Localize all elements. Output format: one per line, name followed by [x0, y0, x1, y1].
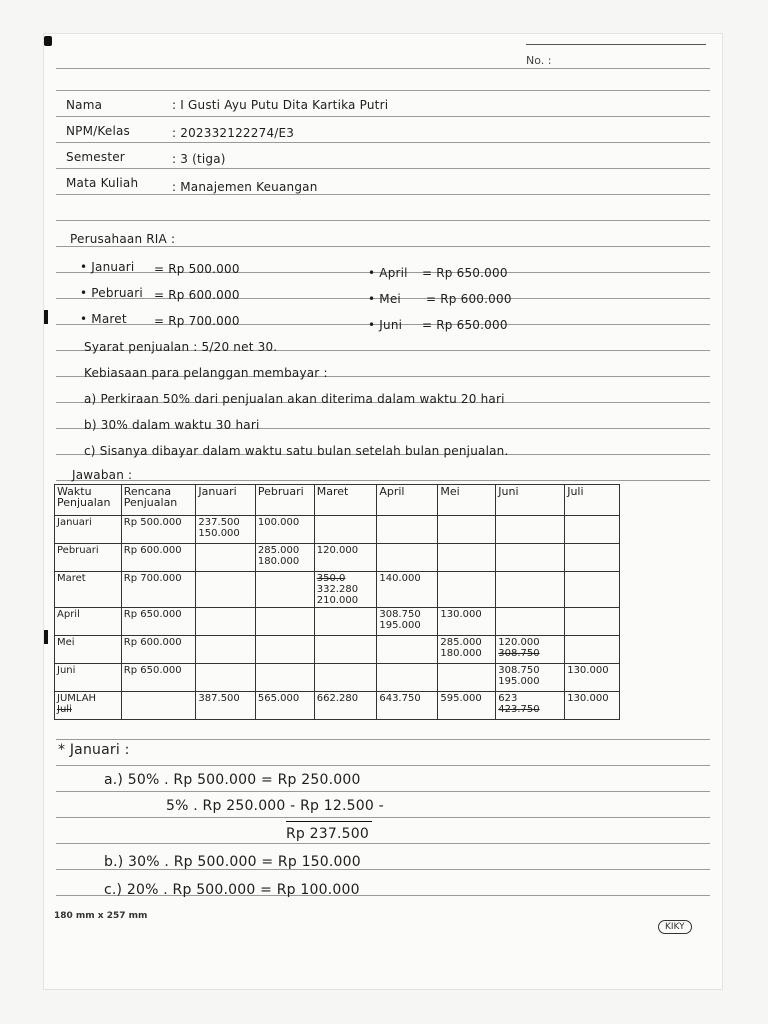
- table-cell: 120.000 308.750: [496, 636, 565, 664]
- notebook-page: [44, 34, 722, 989]
- january-line-b: b.) 30% . Rp 500.000 = Rp 150.000: [104, 854, 361, 870]
- table-cell: 308.750 195.000: [377, 608, 438, 636]
- habit-a: a) Perkiraan 50% dari penjualan akan diterima dalam waktu 20 hari: [84, 392, 505, 406]
- table-row: [55, 544, 620, 572]
- value-nama: : I Gusti Ayu Putu Dita Kartika Putri: [172, 98, 389, 112]
- table-cell: [438, 516, 496, 544]
- table-cell: [255, 572, 314, 608]
- table-cell: [565, 544, 620, 572]
- sales-left-month: • Maret: [80, 312, 127, 326]
- paper-size-label: 180 mm x 257 mm: [54, 911, 148, 921]
- table-cell: [496, 516, 565, 544]
- rule-line: [56, 116, 710, 117]
- table-cell: [496, 572, 565, 608]
- table-cell: [565, 572, 620, 608]
- punch-mark: [44, 36, 52, 46]
- table-cell: Juni: [55, 664, 122, 692]
- table-cell: Mei: [55, 636, 122, 664]
- rule-line: [56, 246, 710, 247]
- rule-line: [56, 843, 710, 844]
- table-header-cell: Mei: [438, 485, 496, 516]
- table-cell: Rp 650.000: [121, 664, 196, 692]
- table-cell: [196, 572, 255, 608]
- table-cell: 120.000: [314, 544, 377, 572]
- table-cell: 387.500: [196, 692, 255, 720]
- rule-line: [56, 68, 710, 69]
- rule-line: [56, 817, 710, 818]
- sales-left-value: = Rp 500.000: [154, 262, 240, 276]
- label-nama: Nama: [66, 98, 103, 112]
- table-cell: 100.000: [255, 516, 314, 544]
- sales-right-month: • April: [368, 266, 408, 280]
- table-header-cell: Januari: [196, 485, 255, 516]
- table-cell: 350.0 332.280 210.000: [314, 572, 377, 608]
- table-cell: [121, 692, 196, 720]
- table-row: [55, 636, 620, 664]
- table-cell: Maret: [55, 572, 122, 608]
- punch-mark: [44, 630, 48, 644]
- collection-table: [54, 484, 620, 720]
- table-cell: Januari: [55, 516, 122, 544]
- table-cell: [255, 664, 314, 692]
- table-cell: 662.280: [314, 692, 377, 720]
- table-cell: 237.500 150.000: [196, 516, 255, 544]
- sales-right-month: • Juni: [368, 318, 403, 332]
- table-cell: [438, 544, 496, 572]
- habit-title: Kebiasaan para pelanggan membayar :: [84, 366, 328, 380]
- table-cell: [196, 636, 255, 664]
- sales-right-value: = Rp 650.000: [422, 266, 508, 280]
- rule-line: [56, 480, 710, 481]
- table-row: [55, 572, 620, 608]
- rule-line: [56, 765, 710, 766]
- value-semester: : 3 (tiga): [172, 152, 226, 166]
- sum-underline: [286, 821, 372, 822]
- table-cell: [496, 544, 565, 572]
- table-cell: 130.000: [565, 692, 620, 720]
- table-header-cell: Rencana Penjualan: [121, 485, 196, 516]
- table-cell: [377, 516, 438, 544]
- table-cell: [565, 636, 620, 664]
- table-row: [55, 692, 620, 720]
- table-cell: 130.000: [438, 608, 496, 636]
- table-header-cell: Maret: [314, 485, 377, 516]
- table-cell: 623 423.750: [496, 692, 565, 720]
- table-header-cell: April: [377, 485, 438, 516]
- january-line-discount: 5% . Rp 250.000 - Rp 12.500 -: [166, 798, 384, 814]
- table-cell: 565.000: [255, 692, 314, 720]
- value-npm-kelas: : 202332122274/E3: [172, 126, 295, 140]
- table-header-cell: Pebruari: [255, 485, 314, 516]
- table-cell: [565, 516, 620, 544]
- answer-label: Jawaban :: [72, 468, 133, 482]
- table-cell: [314, 516, 377, 544]
- table-cell: JUMLAH Juli: [55, 692, 122, 720]
- rule-line: [56, 194, 710, 195]
- table-cell: [377, 636, 438, 664]
- label-semester: Semester: [66, 150, 125, 164]
- rule-line: [56, 90, 710, 91]
- january-line-c: c.) 20% . Rp 500.000 = Rp 100.000: [104, 882, 360, 898]
- value-mata-kuliah: : Manajemen Keuangan: [172, 180, 318, 194]
- rule-line: [56, 142, 710, 143]
- table-cell: Rp 500.000: [121, 516, 196, 544]
- company-title: Perusahaan RIA :: [70, 232, 176, 246]
- page-number-label: No. :: [526, 54, 552, 67]
- table-cell: Rp 600.000: [121, 544, 196, 572]
- sales-left-month: • Januari: [80, 260, 135, 274]
- table-cell: [255, 636, 314, 664]
- table-cell: 285.000 180.000: [255, 544, 314, 572]
- table-cell: Rp 600.000: [121, 636, 196, 664]
- label-npm-kelas: NPM/Kelas: [66, 124, 131, 138]
- table-row: [55, 664, 620, 692]
- table-cell: [255, 608, 314, 636]
- table-cell: 308.750 195.000: [496, 664, 565, 692]
- table-cell: [496, 608, 565, 636]
- sales-terms: Syarat penjualan : 5/20 net 30.: [84, 340, 278, 354]
- sales-left-month: • Pebruari: [80, 286, 143, 300]
- sales-right-value: = Rp 650.000: [422, 318, 508, 332]
- rule-line: [56, 739, 710, 740]
- number-line: [526, 44, 706, 45]
- habit-c: c) Sisanya dibayar dalam waktu satu bulan setelah bulan penjualan.: [84, 444, 509, 458]
- sales-right-month: • Mei: [368, 292, 401, 306]
- january-title: * Januari :: [58, 742, 130, 758]
- table-header-cell: Juli: [565, 485, 620, 516]
- table-cell: 643.750: [377, 692, 438, 720]
- table-cell: [314, 664, 377, 692]
- table-cell: April: [55, 608, 122, 636]
- table-cell: [314, 636, 377, 664]
- table-row: [55, 516, 620, 544]
- sales-left-value: = Rp 700.000: [154, 314, 240, 328]
- brand-logo: KIKY: [658, 920, 692, 934]
- table-cell: [565, 608, 620, 636]
- table-header-row: [55, 485, 620, 516]
- sales-right-value: = Rp 600.000: [426, 292, 512, 306]
- rule-line: [56, 220, 710, 221]
- table-cell: Pebruari: [55, 544, 122, 572]
- table-header-cell: Waktu Penjualan: [55, 485, 122, 516]
- table-cell: 130.000: [565, 664, 620, 692]
- table-cell: [196, 664, 255, 692]
- table-cell: Rp 700.000: [121, 572, 196, 608]
- sales-left-value: = Rp 600.000: [154, 288, 240, 302]
- table-cell: Rp 650.000: [121, 608, 196, 636]
- table-cell: [377, 544, 438, 572]
- habit-b: b) 30% dalam waktu 30 hari: [84, 418, 260, 432]
- rule-line: [56, 168, 710, 169]
- label-mata-kuliah: Mata Kuliah: [66, 176, 139, 190]
- punch-mark: [44, 310, 48, 324]
- january-line-result: Rp 237.500: [286, 826, 369, 842]
- table-header-cell: Juni: [496, 485, 565, 516]
- table-cell: [196, 608, 255, 636]
- table-cell: [438, 664, 496, 692]
- table-cell: 285.000 180.000: [438, 636, 496, 664]
- rule-line: [56, 791, 710, 792]
- table-cell: [438, 572, 496, 608]
- table-cell: [196, 544, 255, 572]
- table-cell: 140.000: [377, 572, 438, 608]
- table-row: [55, 608, 620, 636]
- january-line-a: a.) 50% . Rp 500.000 = Rp 250.000: [104, 772, 361, 788]
- table-cell: [314, 608, 377, 636]
- table-cell: 595.000: [438, 692, 496, 720]
- table-cell: [377, 664, 438, 692]
